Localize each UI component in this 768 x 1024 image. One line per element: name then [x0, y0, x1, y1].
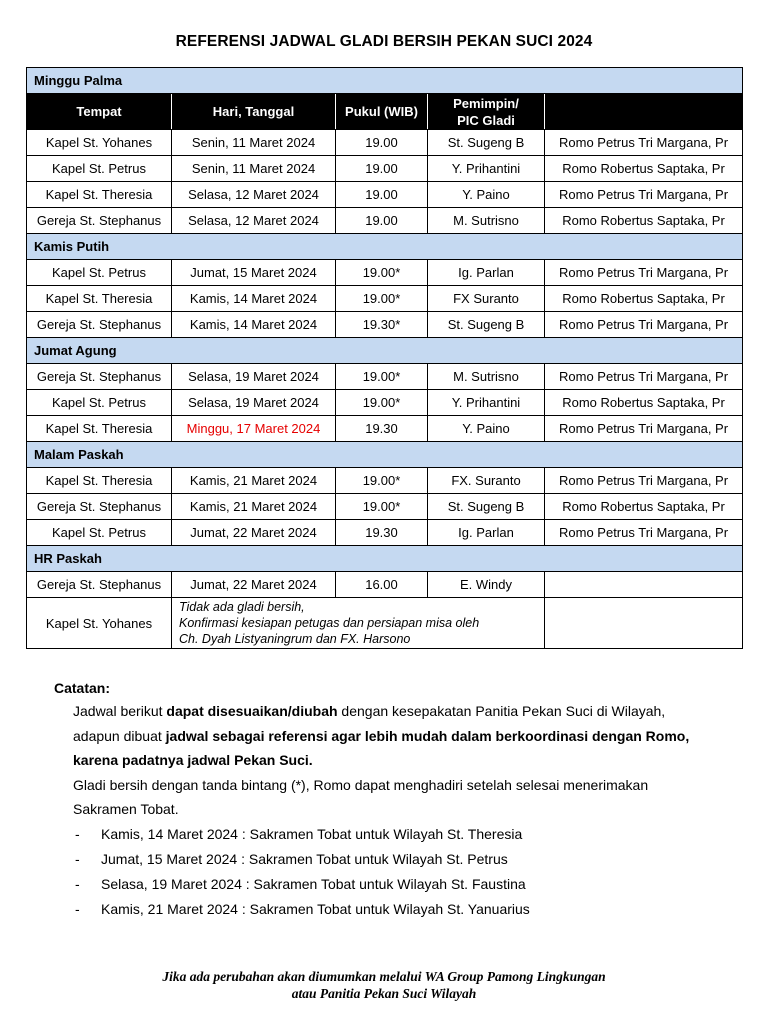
place-cell: Kapel St. Yohanes: [27, 598, 172, 649]
priest-cell: Romo Robertus Saptaka, Pr: [545, 494, 743, 520]
priest-cell: Romo Petrus Tri Margana, Pr: [545, 130, 743, 156]
priest-cell: Romo Robertus Saptaka, Pr: [545, 156, 743, 182]
section-row: [27, 338, 743, 364]
table-row: [27, 130, 743, 156]
note-text: Jadwal berikut: [73, 703, 167, 719]
place-cell: Kapel St. Petrus: [27, 390, 172, 416]
place-cell: Gereja St. Stephanus: [27, 572, 172, 598]
time-cell: 19.00*: [336, 494, 428, 520]
leader-cell: Ig. Parlan: [428, 260, 545, 286]
date-cell: Kamis, 14 Maret 2024: [172, 312, 336, 338]
section-row: [27, 234, 743, 260]
place-cell: Kapel St. Petrus: [27, 156, 172, 182]
date-cell: Jumat, 22 Maret 2024: [172, 572, 336, 598]
date-cell: Jumat, 15 Maret 2024: [172, 260, 336, 286]
time-cell: 19.30*: [336, 312, 428, 338]
time-cell: 19.00: [336, 182, 428, 208]
note-text: dengan kesepakatan Panitia Pekan Suci di Wilayah,: [337, 703, 666, 719]
header-date: Hari, Tanggal: [172, 94, 336, 130]
bullet-dash: -: [75, 875, 80, 892]
time-cell: 19.00*: [336, 286, 428, 312]
priest-cell: Romo Petrus Tri Margana, Pr: [545, 416, 743, 442]
leader-cell: Y. Prihantini: [428, 156, 545, 182]
bullet-dash: -: [75, 850, 80, 867]
place-cell: Gereja St. Stephanus: [27, 494, 172, 520]
leader-cell: FX Suranto: [428, 286, 545, 312]
place-cell: Kapel St. Theresia: [27, 182, 172, 208]
place-cell: Kapel St. Theresia: [27, 416, 172, 442]
date-cell: Selasa, 19 Maret 2024: [172, 364, 336, 390]
note-paragraph-5: Sakramen Tobat.: [73, 801, 179, 817]
date-cell: Selasa, 19 Maret 2024: [172, 390, 336, 416]
time-cell: 19.30: [336, 416, 428, 442]
table-row: [27, 208, 743, 234]
note-text: adapun dibuat: [73, 727, 166, 744]
footer-line-2: atau Panitia Pekan Suci Wilayah: [291, 986, 477, 1001]
section-title: Jumat Agung: [27, 338, 743, 364]
place-cell: Kapel St. Theresia: [27, 468, 172, 494]
note-bold-text: jadwal sebagai referensi agar lebih mudah dalam berkoordinasi dengan Romo,: [165, 727, 690, 744]
section-title: HR Paskah: [27, 546, 743, 572]
table-row-note: [27, 598, 743, 649]
list-item: [75, 897, 734, 922]
priest-cell: Romo Petrus Tri Margana, Pr: [545, 520, 743, 546]
bullet-dash: -: [75, 900, 80, 917]
list-item: [75, 822, 734, 847]
note-paragraph-4: Gladi bersih dengan tanda bintang (*), Romo dapat menghadiri setelah selesai menerimakan: [73, 776, 649, 793]
time-cell: 19.00*: [336, 364, 428, 390]
section-row: [27, 442, 743, 468]
note-line: Ch. Dyah Listyaningrum dan FX. Harsono: [179, 632, 411, 646]
table-row: [27, 390, 743, 416]
place-cell: Gereja St. Stephanus: [27, 312, 172, 338]
place-cell: Kapel St. Petrus: [27, 520, 172, 546]
note-bold-text: dapat disesuaikan/diubah: [166, 703, 338, 719]
date-cell: Minggu, 17 Maret 2024: [172, 416, 336, 442]
table-row: [27, 364, 743, 390]
place-cell: Kapel St. Theresia: [27, 286, 172, 312]
time-cell: 19.00*: [336, 260, 428, 286]
table-row: [27, 468, 743, 494]
section-row: [27, 68, 743, 94]
date-cell: Kamis, 14 Maret 2024: [172, 286, 336, 312]
priest-cell: [545, 572, 743, 598]
priest-cell: Romo Robertus Saptaka, Pr: [545, 390, 743, 416]
table-header-row: [27, 94, 743, 130]
leader-cell: St. Sugeng B: [428, 312, 545, 338]
header-priest: [545, 94, 743, 130]
table-row: [27, 260, 743, 286]
leader-cell: M. Sutrisno: [428, 364, 545, 390]
section-title: Minggu Palma: [27, 68, 743, 94]
time-cell: 19.00*: [336, 390, 428, 416]
note-line: Konfirmasi kesiapan petugas dan persiapan misa oleh: [179, 616, 480, 630]
date-cell: Kamis, 21 Maret 2024: [172, 468, 336, 494]
table-row: [27, 286, 743, 312]
priest-cell: Romo Petrus Tri Margana, Pr: [545, 182, 743, 208]
document-title: REFERENSI JADWAL GLADI BERSIH PEKAN SUCI 2024: [175, 33, 593, 50]
time-cell: 19.30: [336, 520, 428, 546]
time-cell: 19.00: [336, 130, 428, 156]
priest-cell: [545, 598, 743, 649]
note-bold-text: karena padatnya jadwal Pekan Suci.: [73, 752, 313, 768]
leader-cell: St. Sugeng B: [428, 494, 545, 520]
table-row: [27, 156, 743, 182]
date-cell: Selasa, 12 Maret 2024: [172, 182, 336, 208]
leader-cell: Ig. Parlan: [428, 520, 545, 546]
priest-cell: Romo Petrus Tri Margana, Pr: [545, 312, 743, 338]
priest-cell: Romo Petrus Tri Margana, Pr: [545, 364, 743, 390]
section-row: [27, 546, 743, 572]
leader-cell: FX. Suranto: [428, 468, 545, 494]
table-row: [27, 312, 743, 338]
section-title: Kamis Putih: [27, 234, 743, 260]
note-paragraph-3: [54, 748, 734, 773]
notes-heading: Catatan:: [54, 680, 111, 696]
header-leader-line-1: Pemimpin/: [453, 95, 519, 111]
leader-cell: M. Sutrisno: [428, 208, 545, 234]
priest-cell: Romo Petrus Tri Margana, Pr: [545, 260, 743, 286]
date-cell: Kamis, 21 Maret 2024: [172, 494, 336, 520]
table-row: [27, 520, 743, 546]
priest-cell: Romo Robertus Saptaka, Pr: [545, 286, 743, 312]
time-cell: 19.00*: [336, 468, 428, 494]
date-cell: Jumat, 22 Maret 2024: [172, 520, 336, 546]
list-item-text: Selasa, 19 Maret 2024 : Sakramen Tobat untuk Wilayah St. Faustina: [101, 875, 526, 892]
list-item-text: Kamis, 21 Maret 2024 : Sakramen Tobat untuk Wilayah St. Yanuarius: [101, 900, 530, 917]
footer-line-1: Jika ada perubahan akan diumumkan melalui WA Group Pamong Lingkungan: [162, 969, 606, 984]
bullet-dash: -: [75, 825, 80, 842]
priest-cell: Romo Robertus Saptaka, Pr: [545, 208, 743, 234]
list-item-text: Jumat, 15 Maret 2024 : Sakramen Tobat untuk Wilayah St. Petrus: [101, 850, 508, 867]
date-cell: Senin, 11 Maret 2024: [172, 130, 336, 156]
list-item-text: Kamis, 14 Maret 2024 : Sakramen Tobat untuk Wilayah St. Theresia: [101, 825, 523, 842]
header-place: Tempat: [27, 94, 172, 130]
confession-schedule-list: [54, 822, 734, 922]
list-item: [75, 872, 734, 897]
place-cell: Gereja St. Stephanus: [27, 208, 172, 234]
leader-cell: Y. Prihantini: [428, 390, 545, 416]
note-line: Tidak ada gladi bersih,: [179, 600, 305, 614]
list-item: [75, 847, 734, 872]
note-paragraph-2: [54, 724, 734, 749]
leader-cell: Y. Paino: [428, 182, 545, 208]
leader-cell: St. Sugeng B: [428, 130, 545, 156]
section-title: Malam Paskah: [27, 442, 743, 468]
date-cell: Selasa, 12 Maret 2024: [172, 208, 336, 234]
time-cell: 19.00: [336, 208, 428, 234]
leader-cell: Y. Paino: [428, 416, 545, 442]
header-leader-line-2: PIC Gladi: [457, 112, 515, 128]
table-row: [27, 494, 743, 520]
table-row: [27, 416, 743, 442]
schedule-table: [26, 67, 743, 649]
place-cell: Gereja St. Stephanus: [27, 364, 172, 390]
notes-section: [54, 680, 734, 922]
place-cell: Kapel St. Yohanes: [27, 130, 172, 156]
place-cell: Kapel St. Petrus: [27, 260, 172, 286]
time-cell: 19.00: [336, 156, 428, 182]
leader-cell: E. Windy: [428, 572, 545, 598]
note-paragraph-1: [54, 699, 734, 724]
table-row: [27, 572, 743, 598]
time-cell: 16.00: [336, 572, 428, 598]
priest-cell: Romo Petrus Tri Margana, Pr: [545, 468, 743, 494]
header-time: Pukul (WIB): [336, 94, 428, 130]
table-row: [27, 182, 743, 208]
date-cell: Senin, 11 Maret 2024: [172, 156, 336, 182]
note-cell: [172, 598, 545, 649]
header-leader: [428, 94, 545, 130]
footer-note: [0, 968, 768, 1002]
